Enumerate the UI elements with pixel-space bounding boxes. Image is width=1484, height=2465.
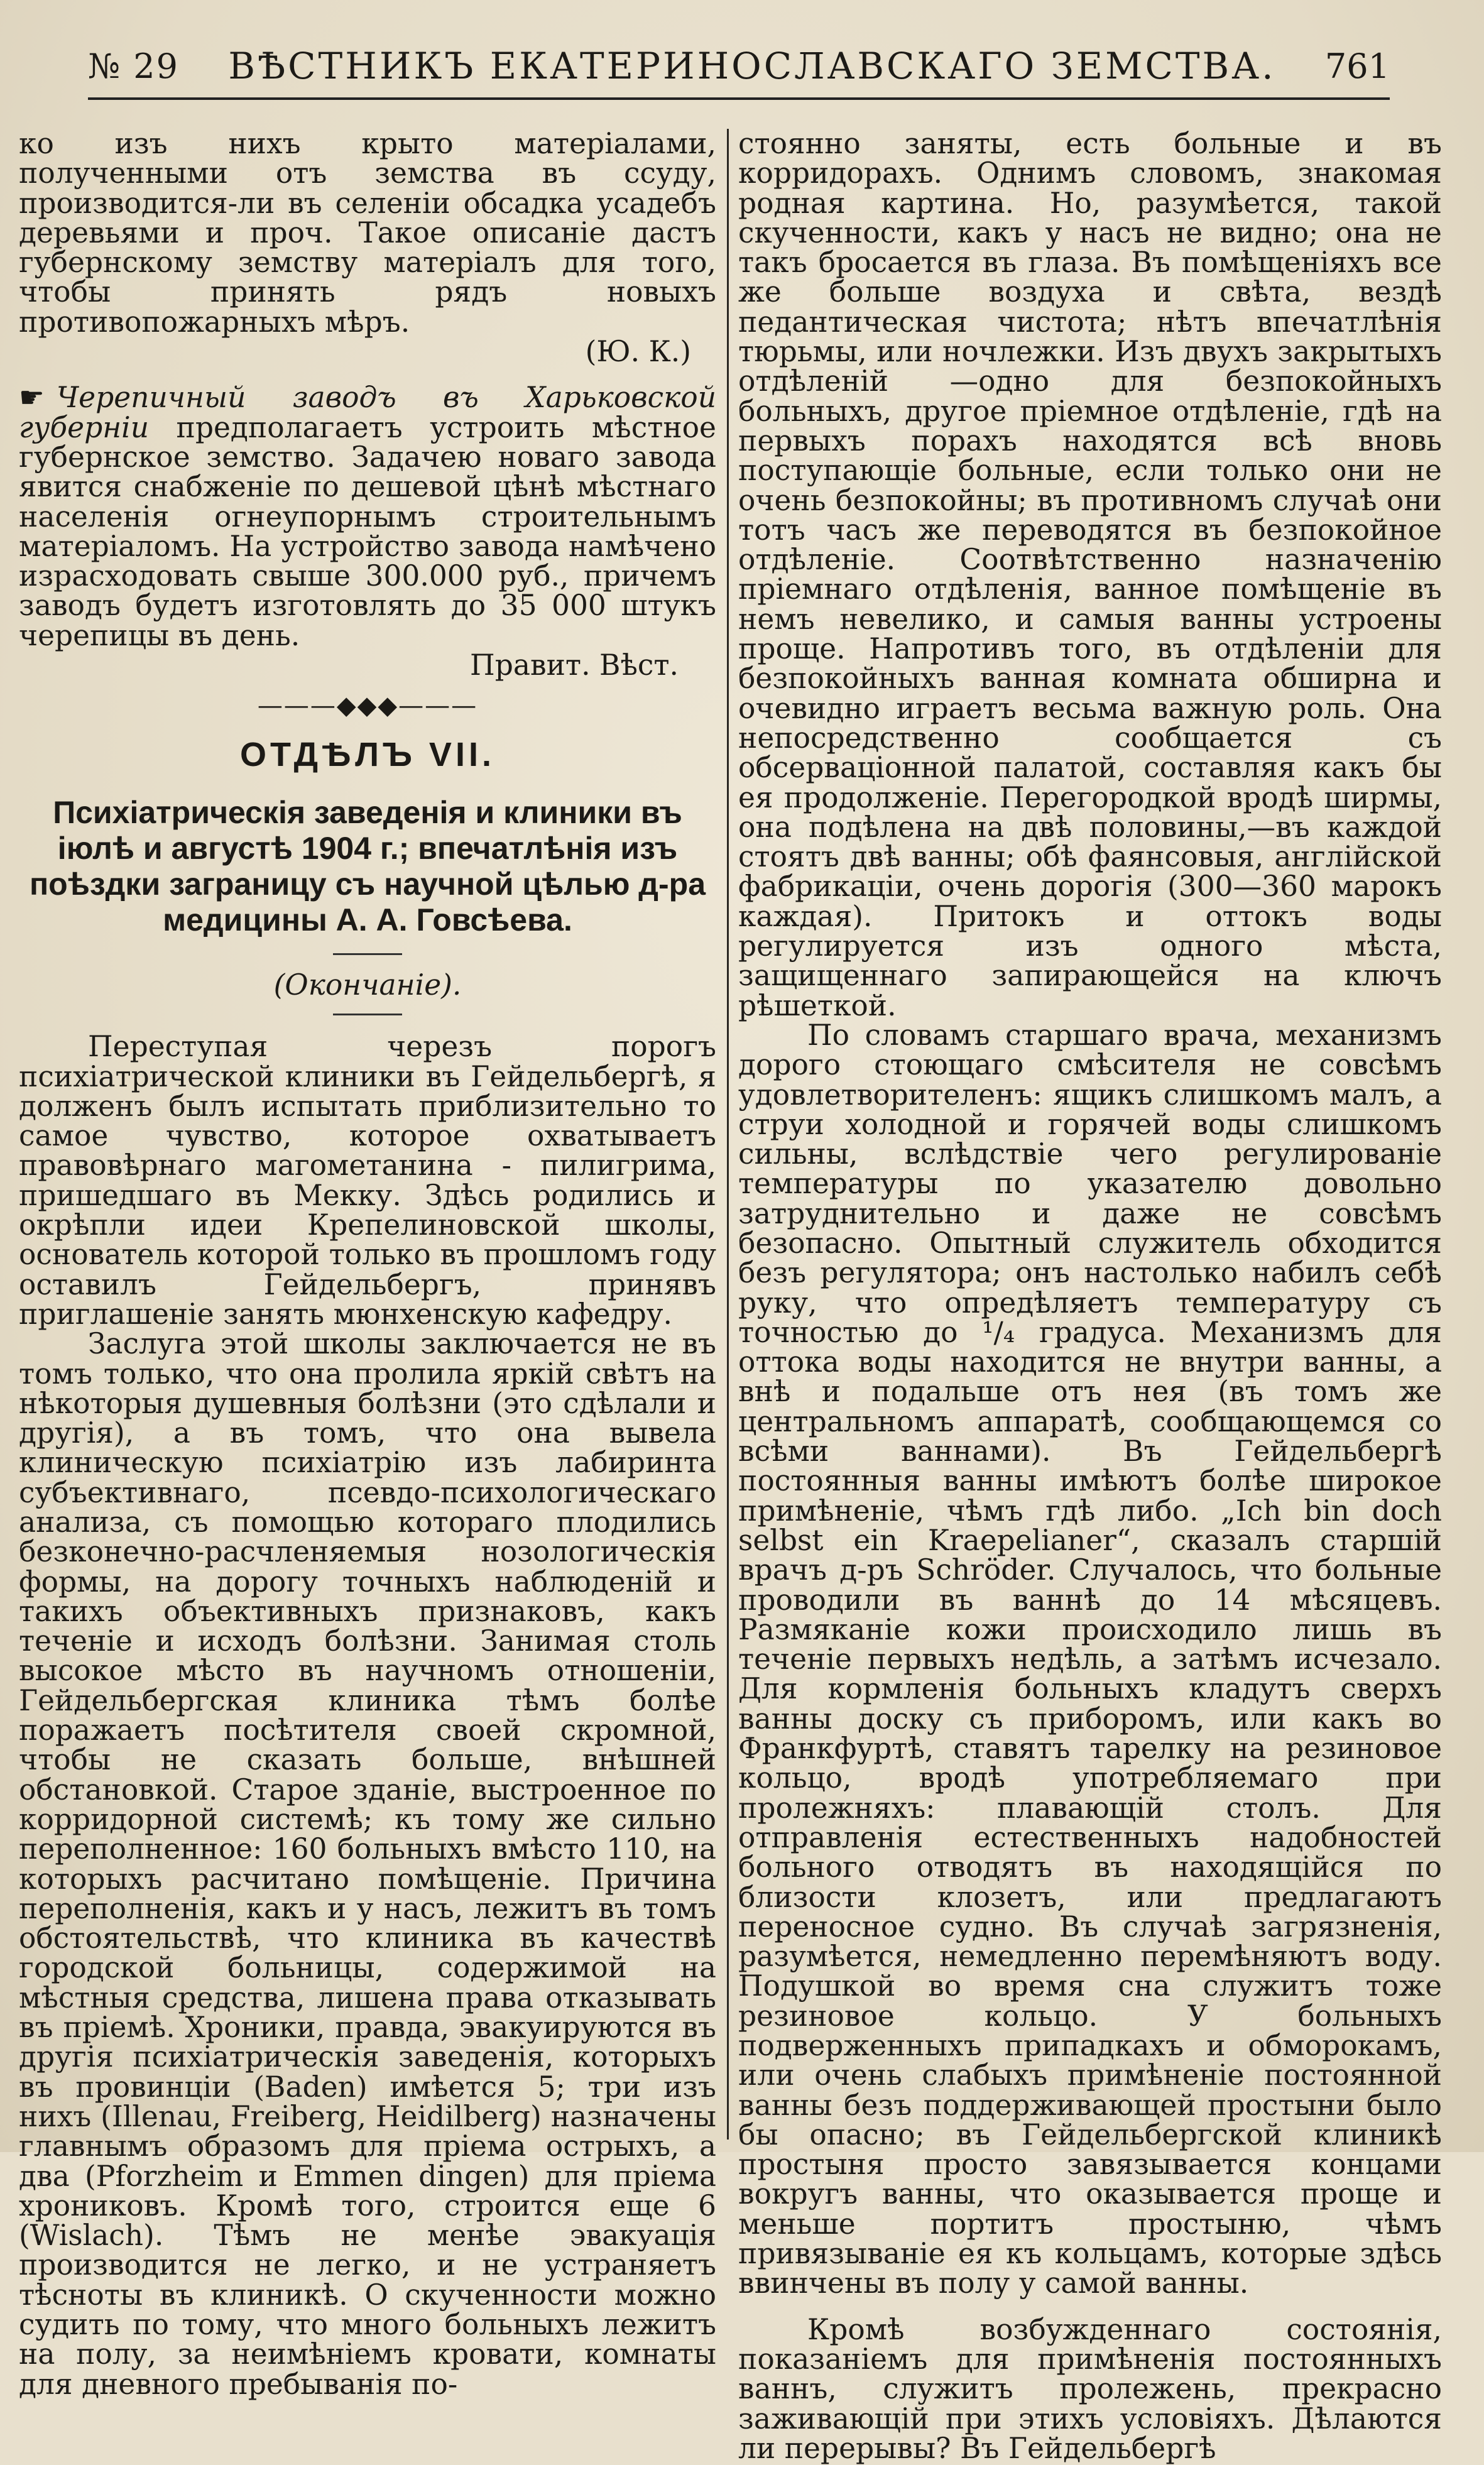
article-paragraph-2: Заслуга этой школы заключается не въ томъ только, что она пролила яркій свѣтъ на нѣкоторыя душевныя болѣзни (это сдѣлали и другія), а въ томъ, что она вывела клиническую психіатрію изъ лабиринта субъективнаго, псевдо-психологическаго анализа, съ помощью котораго плодились безконечно-расчленяемыя нозологическія формы, на дорогу точныхъ наблюденій и такихъ объективныхъ признаковъ, какъ теченіе и исходъ болѣзни. Занимая столь высокое мѣсто въ научномъ отношеніи, Гейдельбергская клиника тѣмъ болѣе поражаетъ посѣтителя своей скромной, чтобы не сказать больше, внѣшней обстановкой. Старое зданіе, выстроенное по корридорной системѣ; къ тому же сильно переполненное: 160 больныхъ вмѣсто 110, на которыхъ расчитано помѣщеніе. Причина переполненія, какъ и у насъ, лежитъ въ томъ обстоятельствѣ, что клиника въ качествѣ городской больницы, содержимой на мѣстныя средства, лишена права отказывать въ пріемѣ. Хроники, правда, эвакуируются въ другія психіатрическія заведенія, которыхъ въ провинціи (Baden) имѣется 5; три изъ нихъ (Illenau, Freiberg, Heidilberg) назначены главнымъ образомъ для пріема острыхъ, а два (Pforzheim и Emmen dingen) для пріема хрониковъ. Кромѣ того, строится еще 6 (Wislach). Тѣмъ не менѣе эвакуація производится не легко, и не устраняетъ тѣсноты въ клиникѣ. О скученности можно судить по тому, что много больныхъ лежитъ на полу, за неимѣніемъ кровати, комнаты для дневного пребыванія по- (19, 1327, 716, 2401)
continuation-text: ко изъ нихъ крыто матеріалами, полученными отъ земства въ ссуду, производится-ли въ селеніи обсадка усадебъ деревьями и проч. Такое описаніе дастъ губернскому земству матеріалъ для того, чтобы принять рядъ новыхъ противопожарныхъ мѣръ. (19, 127, 716, 339)
right-paragraph-1: стоянно заняты, есть больные и въ корридорахъ. Однимъ словомъ, знакомая родная картина. Но, разумѣется, такой скученности, какъ у насъ не видно; она не такъ бросается въ глаза. Въ помѣщеніяхъ все же больше воздуха и свѣта, вездѣ педантическая чистота; нѣтъ впечатлѣнія тюрьмы, или ночлежки. Изъ двухъ закрытыхъ отдѣленій —одно для безпокойныхъ больныхъ, другое пріемное отдѣленіе, гдѣ на первыхъ порахъ находятся всѣ вновь поступающіе больные, если только они не очень безпокойны; въ противномъ случаѣ они тотъ часъ же переводятся въ безпокойное отдѣленіе. Соотвѣтственно назначенію пріемнаго отдѣленія, ванное помѣщеніе въ немъ невелико, и самыя ванны устроены проще. Напротивъ того, въ отдѣленіи для безпокойныхъ ванная комната обширна и очевидно играетъ весьма важную роль. Она непосредственно сообщается съ обсерваціонной палатой, составляя какъ бы ея продолженіе. Перегородкой вродѣ ширмы, она подѣлена на двѣ половины,—въ каждой стоятъ двѣ ванны; обѣ фаянсовыя, англійской фабрикаціи, очень дорогія (300—360 марокъ каждая). Притокъ и оттокъ воды регулируется изъ одного мѣста, защищеннаго запирающейся на ключъ рѣшеткой. (738, 127, 1442, 1022)
title-rule (333, 953, 402, 955)
right-column (738, 127, 1442, 2465)
continuation-signature: (Ю. К.) (585, 335, 691, 369)
article-subtitle: (Окончаніе). (273, 968, 462, 1002)
news-signature: Правит. Вѣст. (470, 648, 679, 682)
right-paragraph-3: Кромѣ возбужденнаго состоянія, показаніемъ для примѣненія постоянныхъ ваннъ, служитъ пролежень, прекрасно заживающій при этихъ условіяхъ. Дѣлаются ли перерывы? Въ Гейдельбергѣ (738, 2312, 1442, 2465)
subtitle-rule (333, 1014, 402, 1015)
section-title: ОТДѢЛЪ VII. (240, 735, 495, 773)
article-title: Психіатрическія заведенія и клиники въ іюлѣ и августѣ 1904 г.; впечатлѣнія изъ поѣздки заграницу съ научной цѣлью д-ра медицины А. А. Говсѣева. (29, 794, 706, 937)
news-lead: Черепичный заводъ въ Харьковской губерніи (19, 381, 716, 444)
column-divider (727, 129, 729, 2140)
page-header (88, 35, 1390, 100)
news-item (19, 383, 716, 650)
journal-title: ВѢСТНИКЪ ЕКАТЕРИНОСЛАВСКАГО ЗЕМСТВА. (228, 45, 1276, 87)
ornament-divider: ———◆◆◆——— (257, 691, 478, 721)
news-body: предполагаетъ устроить мѣстное губернское земство. Задачею новаго завода явится снабженіе по дешевой цѣнѣ мѣстнаго населенія огнеупорнымъ строительнымъ матеріаломъ. На устройство завода намѣчено израсходовать свыше 300.000 руб., причемъ заводъ будетъ изготовлять до 35 000 штукъ черепицы въ день. (19, 410, 716, 652)
left-column (19, 127, 716, 2401)
pointing-hand-icon: ☛ (19, 381, 45, 415)
right-paragraph-2: По словамъ старшаго врача, механизмъ дорого стоющаго смѣсителя не совсѣмъ удовлетворителенъ: ящикъ слишкомъ малъ, а струи холодной и горячей воды слишкомъ сильны, вслѣдствіе чего регулированіе температуры по указателю довольно затруднительно и даже не совсѣмъ безопасно. Опытный служитель обходится безъ регулятора; онъ настолько набилъ себѣ руку, что опредѣляетъ температуру съ точностью до ¹/₄ градуса. Механизмъ для оттока воды находится не внутри ванны, а внѣ и подальше отъ нея (въ томъ же центральномъ аппаратѣ, сообщающемся со всѣми ваннами). Въ Гейдельбергѣ постоянныя ванны имѣютъ болѣе широкое примѣненіе, чѣмъ гдѣ либо. „Ich bin doch selbst ein Kraepelianer“, сказалъ старшій врачъ д-ръ Schröder. Случалось, что больные проводили въ ваннѣ до 14 мѣсяцевъ. Размяканіе кожи происходило лишь въ теченіе первыхъ недѣль, а затѣмъ исчезало. Для кормленія больныхъ кладутъ сверхъ ванны доску съ приборомъ, или какъ во Франкфуртѣ, ставятъ тарелку на резиновое кольцо, вродѣ употребляемаго при пролежняхъ: плавающій столъ. Для отправленія естественныхъ надобностей больного отводятъ въ находящійся по близости клозетъ, или предлагаютъ переносное судно. Въ случаѣ загрязненія, разумѣется, немедленно перемѣняютъ воду. Подушкой во время сна служитъ тоже резиновое кольцо. У больныхъ подверженныхъ припадкахъ и обморокамъ, или очень слабыхъ примѣненіе постоянной ванны безъ поддерживающей простыни было бы опасно; въ Гейдельбергской клиникѣ простыня просто завязывается концами вокругъ ванны, что оказывается проще и меньше портитъ простыню, чѣмъ привязываніе ея къ кольцамъ, которые здѣсь ввинчены въ полу у самой ванны. (738, 1018, 1442, 2300)
issue-number: № 29 (88, 46, 179, 86)
page-number: 761 (1324, 46, 1390, 86)
article-paragraph-1: Переступая черезъ порогъ психіатрической клиники въ Гейдельбергѣ, я долженъ былъ испытать приблизительно то самое чувство, которое охватываетъ правовѣрнаго магометанина - пилигрима, пришедшаго въ Мекку. Здѣсь родились и окрѣпли идеи Крепелиновской школы, основатель которой только въ прошломъ году оставилъ Гейдельбергъ, принявъ приглашеніе занять мюнхенскую кафедру. (19, 1030, 716, 1331)
